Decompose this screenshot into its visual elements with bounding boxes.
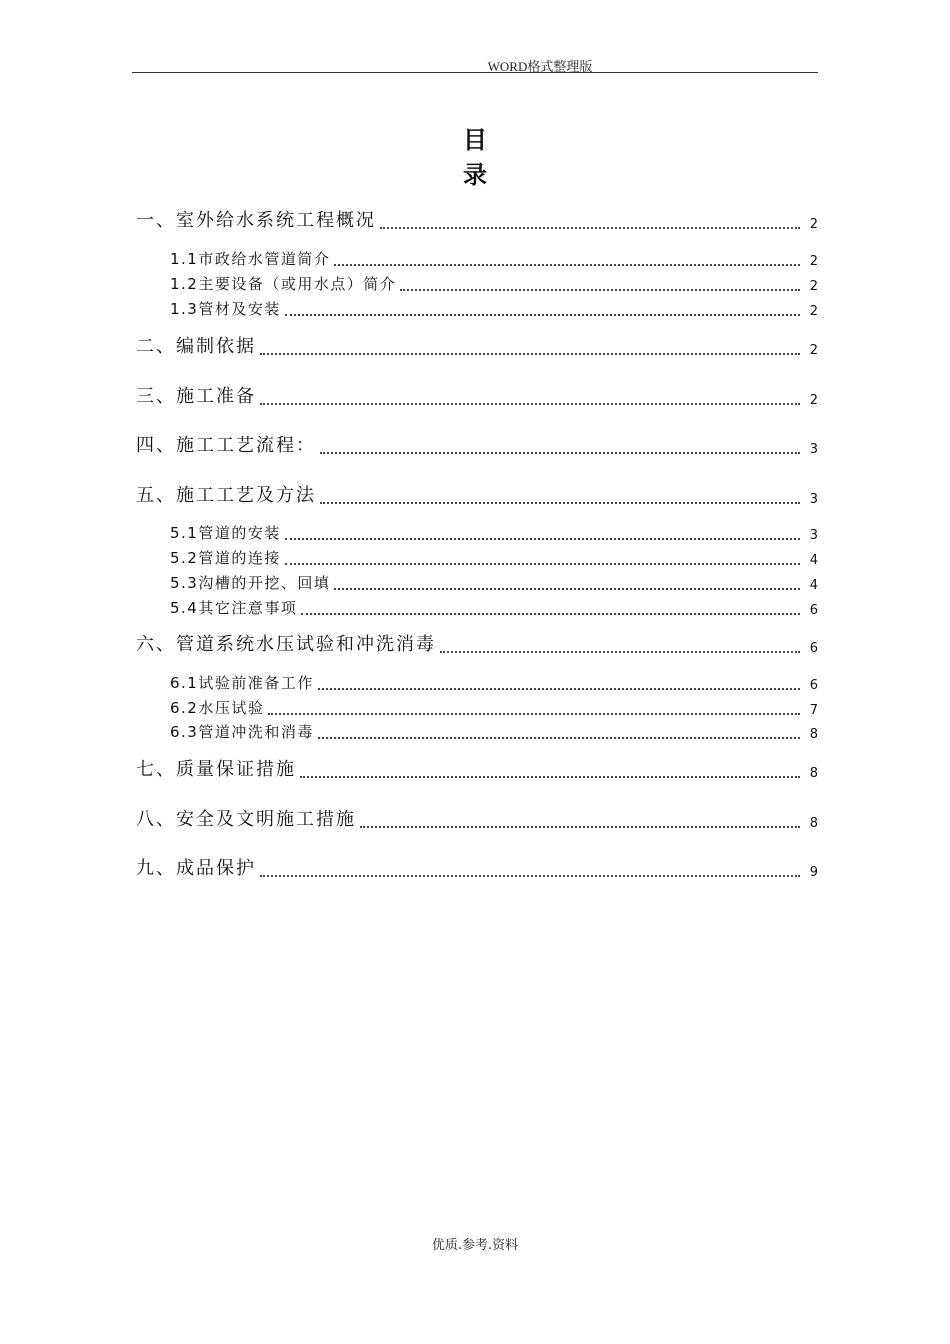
- toc-entry-label: 6.1试验前准备工作: [170, 674, 314, 692]
- toc-entry-label: 1.1市政给水管道简介: [170, 250, 331, 268]
- toc-entry-label: 七、质量保证措施: [136, 759, 296, 780]
- toc-page-number: 6: [809, 603, 818, 618]
- toc-entry-section-6[interactable]: [136, 630, 818, 656]
- toc-entry-6-1[interactable]: [170, 672, 818, 693]
- toc-leader-dots: [360, 826, 800, 828]
- toc-leader-dots: [268, 713, 800, 715]
- toc-leader-dots: [285, 563, 800, 565]
- toc-entry-label: 六、管道系统水压试验和冲洗消毒: [136, 634, 436, 655]
- toc-entry-5-3[interactable]: [170, 572, 818, 593]
- toc-leader-dots: [320, 502, 800, 504]
- toc-entry-label: 四、施工工艺流程：: [136, 435, 316, 456]
- toc-entry-1-3[interactable]: [170, 298, 818, 319]
- toc-entry-label: 5.4其它注意事项: [170, 599, 298, 617]
- toc-leader-dots: [260, 353, 800, 355]
- toc-page-number: 4: [809, 578, 818, 593]
- toc-page-number: 2: [809, 217, 818, 232]
- toc-page-number: 2: [809, 304, 818, 319]
- toc-page-number: 9: [809, 865, 818, 880]
- toc-leader-dots: [334, 264, 800, 266]
- toc-entry-label: 5.1管道的安装: [170, 524, 281, 542]
- toc-page-number: 7: [809, 703, 818, 718]
- toc-leader-dots: [440, 651, 800, 653]
- toc-entry-section-8[interactable]: [136, 805, 818, 831]
- page-footer-text: 优质.参考.资料: [431, 1238, 519, 1253]
- toc-entry-section-7[interactable]: [136, 755, 818, 781]
- toc-entry-section-5[interactable]: [136, 481, 818, 507]
- toc-leader-dots: [400, 289, 800, 291]
- toc-entry-section-2[interactable]: [136, 332, 818, 358]
- toc-leader-dots: [300, 776, 800, 778]
- toc-page-number: 3: [809, 492, 818, 507]
- toc-leader-dots: [285, 314, 800, 316]
- toc-page-number: 2: [809, 343, 818, 358]
- toc-entry-label: 1.2主要设备（或用水点）简介: [170, 275, 397, 293]
- toc-page-number: 3: [809, 442, 818, 457]
- toc-entry-5-4[interactable]: [170, 597, 818, 618]
- toc-page-number: 4: [809, 553, 818, 568]
- toc-page-number: 6: [809, 678, 818, 693]
- toc-entry-label: 5.2管道的连接: [170, 549, 281, 567]
- toc-entry-1-2[interactable]: [170, 273, 818, 294]
- page-header-text: WORD格式整理版: [487, 59, 593, 74]
- toc-entry-label: 二、编制依据: [136, 336, 256, 357]
- toc-entry-5-2[interactable]: [170, 547, 818, 568]
- toc-entry-section-4[interactable]: [136, 431, 818, 457]
- toc-leader-dots: [318, 688, 800, 690]
- toc-leader-dots: [380, 227, 800, 229]
- toc-entry-label: 三、施工准备: [136, 386, 256, 407]
- toc-page-number: 8: [809, 816, 818, 831]
- toc-page-number: 2: [809, 254, 818, 269]
- toc-page-number: 8: [809, 727, 818, 742]
- toc-entry-label: 6.3管道冲洗和消毒: [170, 723, 314, 741]
- toc-entry-6-3[interactable]: [170, 721, 818, 742]
- toc-page-number: 6: [809, 641, 818, 656]
- toc-entry-label: 5.3沟槽的开挖、回填: [170, 574, 331, 592]
- toc-entry-section-9[interactable]: [136, 854, 818, 880]
- toc-entry-label: 八、安全及文明施工措施: [136, 809, 356, 830]
- toc-page-number: 3: [809, 528, 818, 543]
- toc-entry-1-1[interactable]: [170, 248, 818, 269]
- toc-entry-section-3[interactable]: [136, 382, 818, 408]
- toc-leader-dots: [301, 613, 800, 615]
- toc-entry-label: 五、施工工艺及方法: [136, 485, 316, 506]
- toc-page-number: 2: [809, 393, 818, 408]
- toc-entry-5-1[interactable]: [170, 522, 818, 543]
- toc-entry-6-2[interactable]: [170, 697, 818, 718]
- toc-entry-section-1[interactable]: [136, 206, 818, 232]
- toc-leader-dots: [318, 737, 800, 739]
- toc-entry-label: 6.2水压试验: [170, 699, 265, 717]
- toc-entry-label: 九、成品保护: [136, 858, 256, 879]
- toc-title: 目录: [463, 126, 531, 189]
- toc-page-number: 8: [809, 766, 818, 781]
- header-rule: [132, 72, 818, 73]
- toc-leader-dots: [334, 588, 800, 590]
- toc-leader-dots: [285, 538, 800, 540]
- toc-entry-label: 1.3管材及安装: [170, 300, 281, 318]
- toc-leader-dots: [320, 452, 800, 454]
- toc-leader-dots: [260, 403, 800, 405]
- toc-page-number: 2: [809, 279, 818, 294]
- toc-leader-dots: [260, 875, 800, 877]
- toc-entry-label: 一、室外给水系统工程概况: [136, 210, 376, 231]
